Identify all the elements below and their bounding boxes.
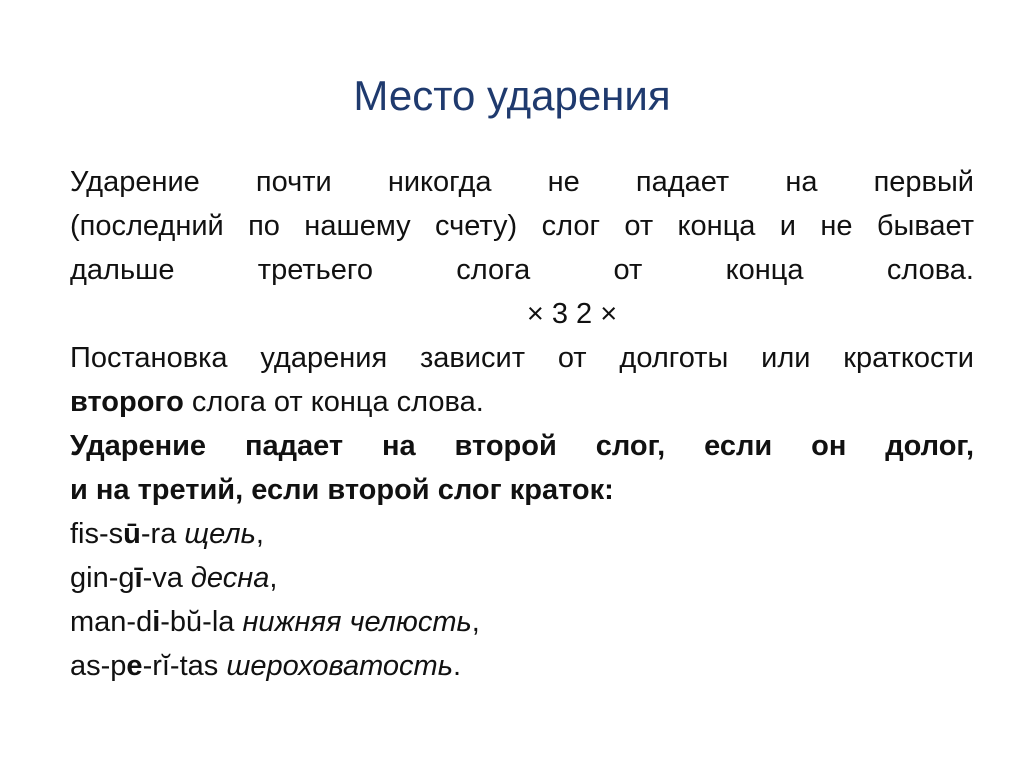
example-3-meaning: нижняя челюсть — [242, 606, 472, 638]
example-2-punct: , — [269, 562, 278, 594]
example-1-stress: ū — [123, 518, 141, 550]
example-4-stress: e — [126, 650, 143, 682]
example-2-post: -va — [142, 562, 191, 594]
example-4-pre: as-p — [70, 650, 127, 682]
example-3-stress: i — [152, 606, 161, 638]
example-2-meaning: десна — [190, 562, 270, 594]
example-1-meaning: щель — [184, 518, 256, 550]
example-1-pre: fis-s — [70, 518, 124, 550]
example-1-post: -ra — [140, 518, 185, 550]
example-4 — [70, 644, 974, 688]
syllable-marker: × 3 2 × — [526, 298, 618, 330]
example-1 — [70, 512, 974, 556]
para2-line1: Постановка ударения зависит от долготы или краткости — [70, 342, 974, 374]
example-4-meaning: шероховатость — [226, 650, 453, 682]
example-4-post: -rĭ-tas — [142, 650, 227, 682]
example-1-punct: , — [255, 518, 264, 550]
example-3-punct: , — [471, 606, 480, 638]
example-2-pre: gin-g — [70, 562, 135, 594]
example-3-pre: man-d — [70, 606, 153, 638]
example-3-post: -bŭ-la — [160, 606, 243, 638]
slide-body — [70, 160, 974, 688]
para2-bold-word: второго — [70, 386, 184, 418]
rule-line1: Ударение падает на второй слог, если он долог, — [70, 430, 974, 462]
rule-line2: и на третий, если второй слог краток: — [70, 474, 614, 506]
slide-title: Место ударения — [353, 72, 671, 119]
para2-rest: слога от конца слова. — [183, 386, 484, 418]
example-2 — [70, 556, 974, 600]
para1-line2: (последний по нашему счету) слог от конца и не бывает — [70, 210, 974, 242]
example-3 — [70, 600, 974, 644]
example-4-punct: . — [452, 650, 462, 682]
example-2-stress: ī — [134, 562, 143, 594]
para1-line1: Ударение почти никогда не падает на первый — [70, 166, 974, 198]
para1-line3: дальше третьего слога от конца слова. — [70, 254, 974, 286]
para2-line2 — [70, 380, 974, 424]
